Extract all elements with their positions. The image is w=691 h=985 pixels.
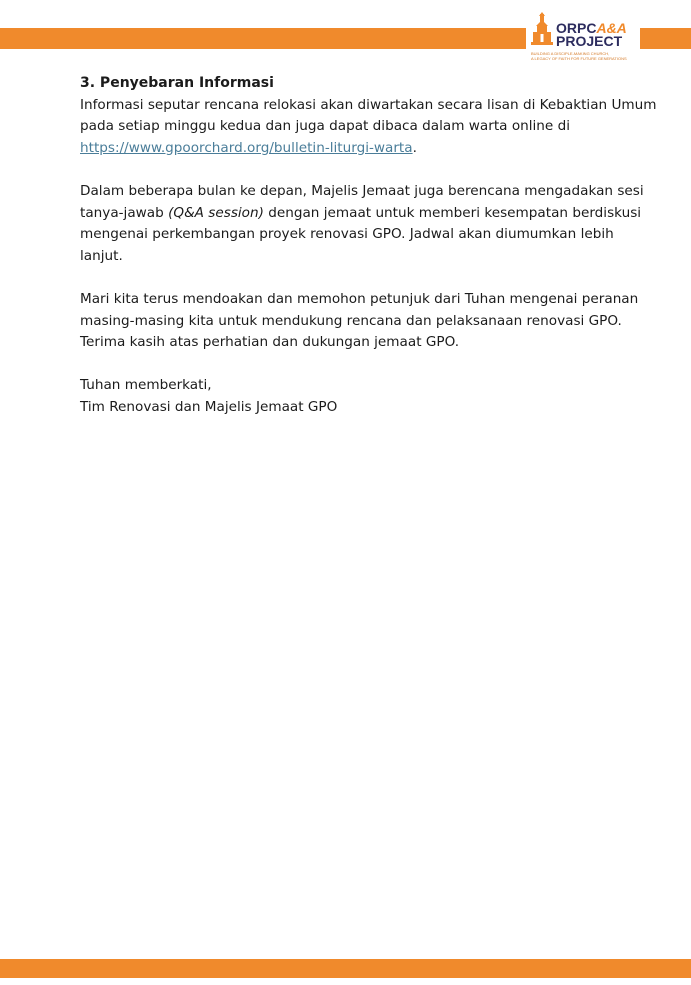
bulletin-link[interactable]: https://www.gpoorchard.org/bulletin-liturgi-warta [80,139,413,156]
closing-greeting: Tuhan memberkati, [80,377,212,394]
paragraph-information: Informasi seputar rencana relokasi akan diwartakan secara lisan di Kebaktian Umum pada setiap minggu kedua dan juga dapat dibaca dalam warta online di https://www.gpoorchard.org/bulletin-liturgi-warta. [80,96,657,156]
church-building-icon [530,12,554,50]
closing-signature: Tim Renovasi dan Majelis Jemaat GPO [80,398,338,415]
section-heading: 3. Penyebaran Informasi [80,75,274,91]
paragraph-prayer: Mari kita terus mendoakan dan memohon petunjuk dari Tuhan mengenai peranan masing-masing kita untuk mendukung rencana dan pelaksanaan renovasi GPO. Terima kasih atas perhatian dan dukungan jemaat GPO. [80,290,639,351]
qa-session-term: (Q&A session) [168,204,264,221]
footer-bar [0,959,691,978]
logo-brand-line2: PROJECT [556,33,623,49]
logo-tagline-1: BUILDING A DISCIPLE-MAKING CHURCH, [531,51,610,56]
logo-tagline-2: A LEGACY OF FAITH FOR FUTURE GENERATIONS [531,56,627,61]
logo-brand-line1: ORPCA&A [556,20,627,36]
document-body [80,73,660,419]
paragraph-qa-session: Dalam beberapa bulan ke depan, Majelis Jemaat juga berencana mengadakan sesi tanya-jawab (Q&A session) dengan jemaat untuk memberi kesempatan berdiskusi mengenai perkembangan proyek renovasi GPO. Jadwal akan diumumkan lebih lanjut. [80,182,644,264]
orpc-logo [526,8,640,66]
